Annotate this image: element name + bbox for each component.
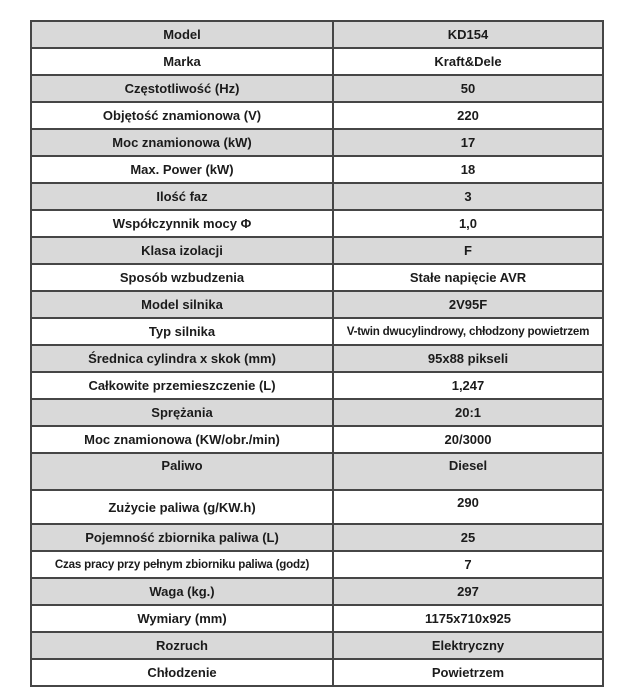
spec-label-cell: Waga (kg.) — [31, 578, 333, 605]
spec-table-container — [30, 20, 602, 687]
spec-value-cell: 1,0 — [333, 210, 603, 237]
spec-label-cell: Rozruch — [31, 632, 333, 659]
spec-value-cell: 220 — [333, 102, 603, 129]
table-row — [31, 183, 603, 210]
table-row — [31, 659, 603, 686]
spec-label-cell: Marka — [31, 48, 333, 75]
table-row — [31, 490, 603, 524]
table-row — [31, 578, 603, 605]
spec-value-cell: 25 — [333, 524, 603, 551]
table-row — [31, 318, 603, 345]
table-row — [31, 156, 603, 183]
table-row — [31, 551, 603, 578]
table-row — [31, 605, 603, 632]
spec-label-cell: Objętość znamionowa (V) — [31, 102, 333, 129]
spec-label-cell: Model silnika — [31, 291, 333, 318]
spec-value-cell: Elektryczny — [333, 632, 603, 659]
spec-label-cell: Max. Power (kW) — [31, 156, 333, 183]
spec-value-cell: 18 — [333, 156, 603, 183]
table-row — [31, 345, 603, 372]
spec-label-cell: Chłodzenie — [31, 659, 333, 686]
spec-label-cell: Częstotliwość (Hz) — [31, 75, 333, 102]
spec-value-cell: KD154 — [333, 21, 603, 48]
spec-value-cell: 7 — [333, 551, 603, 578]
spec-label-cell: Pojemność zbiornika paliwa (L) — [31, 524, 333, 551]
spec-value-cell: 20/3000 — [333, 426, 603, 453]
spec-value-cell: 1175x710x925 — [333, 605, 603, 632]
table-row — [31, 632, 603, 659]
spec-value-cell: V-twin dwucylindrowy, chłodzony powietrzem — [333, 318, 603, 345]
spec-label-cell: Moc znamionowa (KW/obr./min) — [31, 426, 333, 453]
spec-label-cell: Paliwo — [31, 453, 333, 490]
spec-label-cell: Typ silnika — [31, 318, 333, 345]
table-row — [31, 48, 603, 75]
spec-label-cell: Moc znamionowa (kW) — [31, 129, 333, 156]
spec-label-cell: Sprężania — [31, 399, 333, 426]
table-row — [31, 426, 603, 453]
spec-value-cell: 297 — [333, 578, 603, 605]
spec-value-cell: 17 — [333, 129, 603, 156]
spec-value-cell: Powietrzem — [333, 659, 603, 686]
table-row — [31, 291, 603, 318]
table-row — [31, 453, 603, 490]
spec-label-cell: Zużycie paliwa (g/KW.h) — [31, 490, 333, 524]
spec-value-cell: Diesel — [333, 453, 603, 490]
spec-value-cell: 1,247 — [333, 372, 603, 399]
table-row — [31, 237, 603, 264]
spec-label-cell: Sposób wzbudzenia — [31, 264, 333, 291]
spec-value-cell: 2V95F — [333, 291, 603, 318]
spec-label-cell: Klasa izolacji — [31, 237, 333, 264]
table-row — [31, 372, 603, 399]
spec-label-cell: Wymiary (mm) — [31, 605, 333, 632]
spec-value-cell: Kraft&Dele — [333, 48, 603, 75]
table-row — [31, 75, 603, 102]
spec-table — [30, 20, 604, 687]
spec-label-cell: Czas pracy przy pełnym zbiorniku paliwa (godz) — [31, 551, 333, 578]
spec-value-cell: 95x88 pikseli — [333, 345, 603, 372]
spec-value-cell: 290 — [333, 490, 603, 524]
spec-label-cell: Współczynnik mocy Φ — [31, 210, 333, 237]
table-row — [31, 129, 603, 156]
spec-value-cell: Stałe napięcie AVR — [333, 264, 603, 291]
spec-value-cell: F — [333, 237, 603, 264]
table-row — [31, 399, 603, 426]
spec-value-cell: 3 — [333, 183, 603, 210]
table-row — [31, 102, 603, 129]
spec-value-cell: 50 — [333, 75, 603, 102]
spec-label-cell: Średnica cylindra x skok (mm) — [31, 345, 333, 372]
table-row — [31, 210, 603, 237]
table-row — [31, 524, 603, 551]
spec-value-cell: 20:1 — [333, 399, 603, 426]
table-row — [31, 21, 603, 48]
spec-table-body — [31, 21, 603, 686]
spec-label-cell: Całkowite przemieszczenie (L) — [31, 372, 333, 399]
table-row — [31, 264, 603, 291]
spec-label-cell: Model — [31, 21, 333, 48]
spec-label-cell: Ilość faz — [31, 183, 333, 210]
